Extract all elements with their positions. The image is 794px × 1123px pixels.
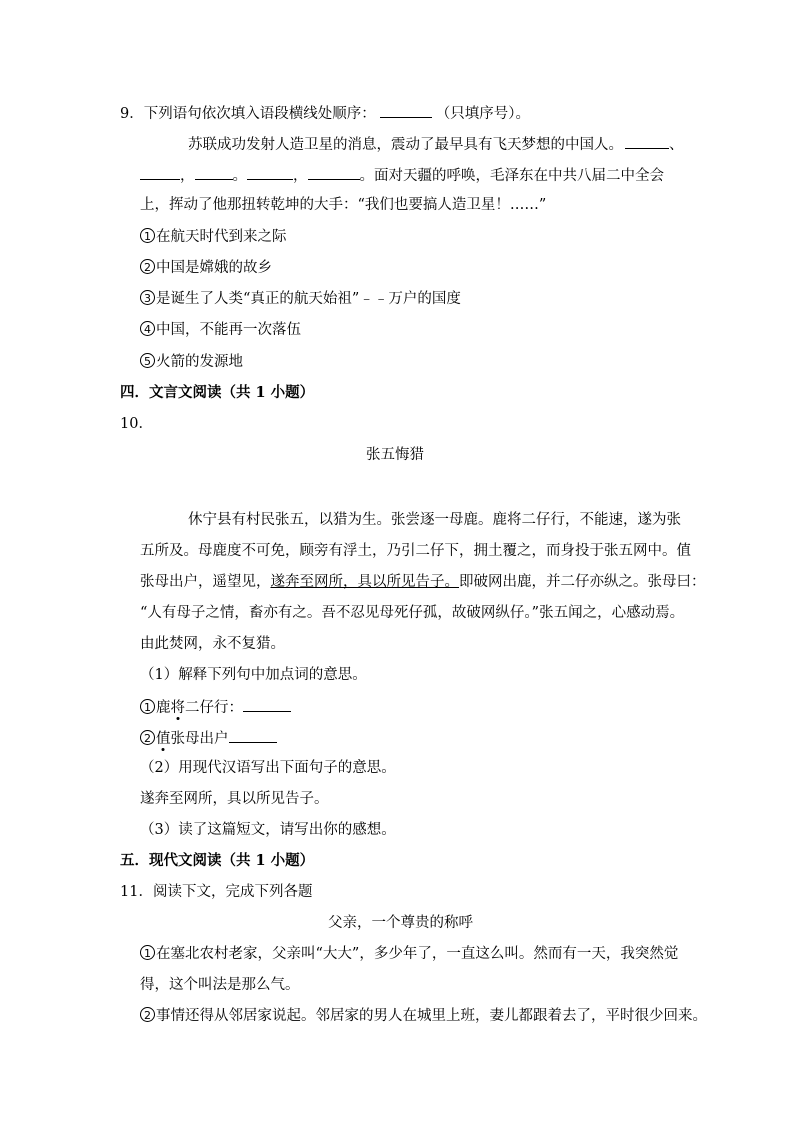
passage-title: 张五悔猎	[366, 447, 424, 463]
circled-number: 2	[140, 1007, 155, 1022]
question-number: 10．	[120, 416, 153, 432]
paragraph-line: 1 在塞北农村老家，父亲叫“大大”，多少年了，一直这么叫。然而有一天，我突然觉	[140, 944, 678, 964]
answer-blank[interactable]	[243, 696, 291, 712]
answer-blank[interactable]	[625, 133, 669, 149]
answer-blank[interactable]	[195, 164, 233, 180]
q9-passage-line3: 上，挥动了他那扭转乾坤的大手：“我们也要搞人造卫星！……”	[140, 197, 547, 213]
q9-option: 3 是诞生了人类“真正的航天始祖”﹣﹣万户的国度	[140, 289, 461, 309]
sub-question: （3）读了这篇短文，请写出你的感想。	[140, 822, 396, 838]
circled-number: 4	[140, 321, 155, 336]
circled-number: 2	[140, 730, 155, 745]
q9-stem: 9．下列语句依次填入语段横线处顺序： （只填序号）。	[120, 102, 530, 124]
passage-line: 张母出户，遥望见，遂奔至网所，具以所见告子。即破网出鹿，并二仔亦纵之。张母曰：	[140, 574, 706, 590]
paragraph-line: 2 事情还得从邻居家说起。邻居家的男人在城里上班，妻儿都跟着去了，平时很少回来。	[140, 1006, 707, 1026]
paragraph-line: 得，这个叫法是那么气。	[140, 977, 300, 993]
q9-passage-line1: 苏联成功发射人造卫星的消息，震动了最早具有飞天梦想的中国人。 、	[188, 133, 684, 155]
q9-option: 5 火箭的发源地	[140, 352, 243, 372]
q9-option: 1 在航天时代到来之际	[140, 227, 287, 247]
circled-number: 1	[140, 945, 155, 960]
answer-blank[interactable]	[380, 102, 432, 118]
passage-line: 休宁县有村民张五，以猎为生。张尝逐一母鹿。鹿将二仔行，不能速，遂为张	[188, 512, 681, 528]
circled-number: 3	[140, 290, 155, 305]
question-stem: 11．阅读下文，完成下列各题	[120, 884, 313, 900]
sub-question: （2）用现代汉语写出下面句子的意思。	[140, 760, 396, 776]
section-heading: 四．文言文阅读（共 1 小题）	[120, 384, 315, 401]
circled-number: 1	[140, 228, 155, 243]
answer-blank[interactable]	[308, 164, 360, 180]
circled-number: 2	[140, 259, 155, 274]
underlined-sentence: 遂奔至网所，具以所见告子。	[270, 574, 459, 590]
dotted-char: 值	[156, 731, 171, 747]
sub-question: （1）解释下列句中加点词的意思。	[140, 667, 367, 683]
dotted-char: 将	[170, 700, 185, 716]
passage-line: 五所及。母鹿度不可免，顾旁有浮土，乃引二仔下，拥土覆之，而身投于张五网中。值	[140, 543, 691, 559]
passage-title: 父亲，一个尊贵的称呼	[328, 915, 473, 931]
sub-item: 2 值张母出户	[140, 727, 277, 749]
answer-blank[interactable]	[247, 164, 293, 180]
q9-passage-line2: ， 。 ， 。面对天疆的呼唤，毛泽东在中共八届二中全会	[140, 164, 664, 186]
answer-blank[interactable]	[229, 727, 277, 743]
sub-sentence: 遂奔至网所，具以所见告子。	[140, 791, 329, 807]
q9-option: 4 中国，不能再一次落伍	[140, 320, 301, 340]
passage-line: 由此焚网，永不复猎。	[140, 636, 285, 652]
answer-blank[interactable]	[140, 164, 180, 180]
section-heading: 五．现代文阅读（共 1 小题）	[120, 852, 315, 869]
passage-line: “人有母子之情，畜亦有之。吾不忍见母死仔孤，故破网纵仔。”张五闻之，心感动焉。	[140, 605, 685, 621]
sub-item: 1 鹿将二仔行：	[140, 696, 291, 718]
circled-number: 5	[140, 353, 155, 368]
q9-option: 2 中国是嫦娥的故乡	[140, 258, 272, 278]
circled-number: 1	[140, 699, 155, 714]
